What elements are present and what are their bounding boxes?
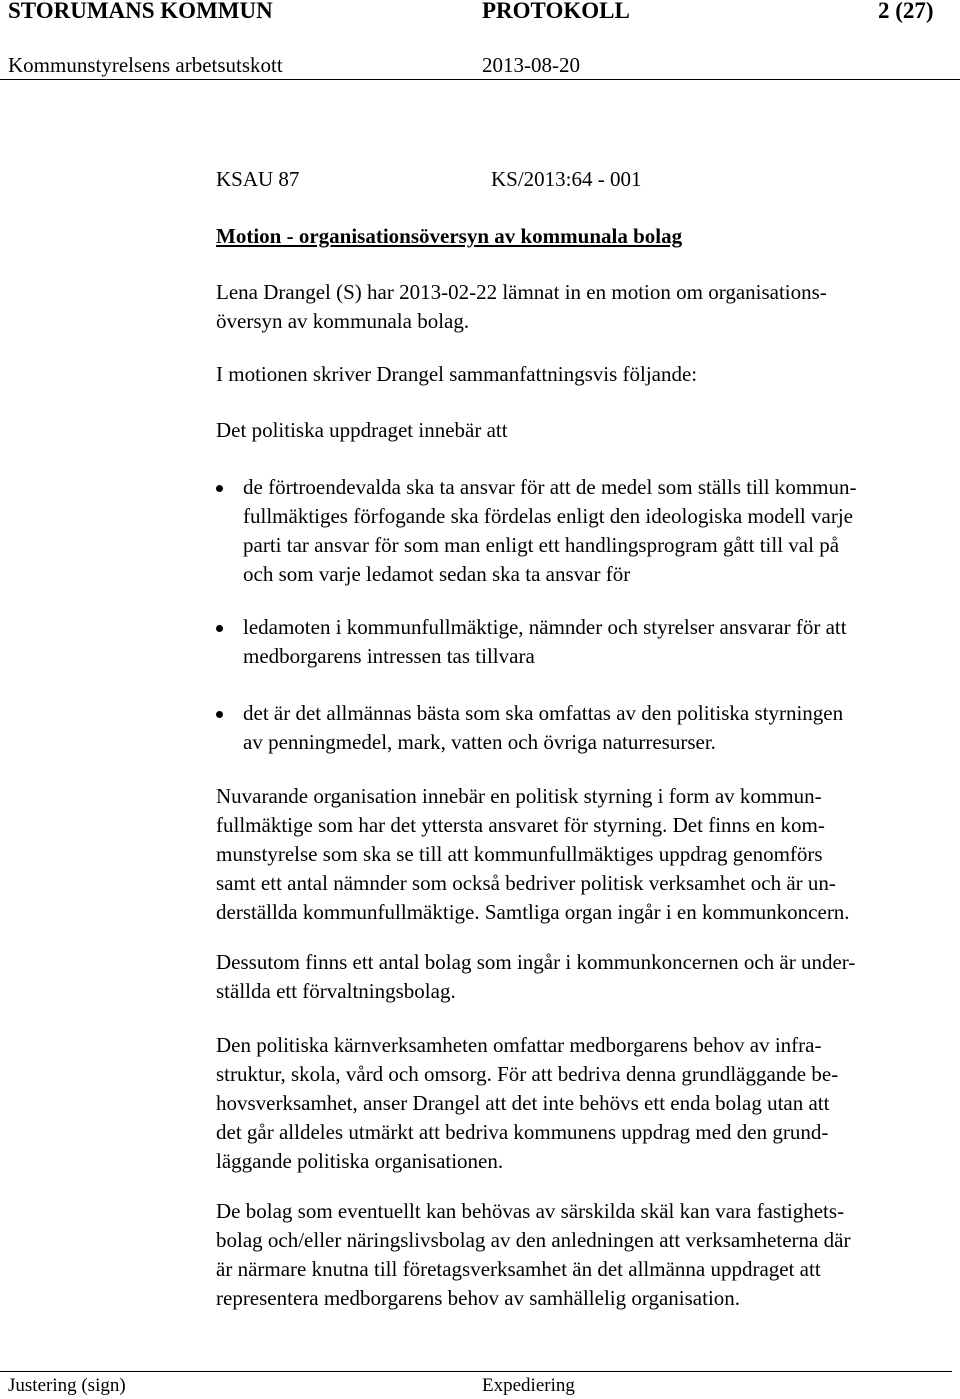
paragraph-line: det går alldeles utmärkt att bedriva kommunens uppdrag med den grund- — [216, 1120, 829, 1144]
paragraph-line: derställda kommunfullmäktige. Samtliga organ ingår i en kommunkoncern. — [216, 900, 850, 924]
special-reasons-paragraph — [216, 1197, 956, 1313]
bullet-line: fullmäktiges förfogande ska fördelas enligt den ideologiska modell varje — [243, 504, 853, 528]
bullet-line: parti tar ansvar för som man enligt ett handlingsprogram gått till val på — [243, 533, 840, 557]
bullet-text — [243, 613, 847, 671]
companies-paragraph — [216, 948, 956, 1006]
paragraph-line: Den politiska kärnverksamheten omfattar medborgarens behov av infra- — [216, 1033, 822, 1057]
summary-paragraph: I motionen skriver Drangel sammanfattningsvis följande: — [216, 362, 698, 386]
header-divider — [0, 79, 960, 80]
bullet-icon — [216, 625, 223, 632]
current-organisation-paragraph — [216, 782, 956, 927]
paragraph-line: struktur, skola, vård och omsorg. För att bedriva denna grundläggande be- — [216, 1062, 839, 1086]
signature-label: Justering (sign) — [8, 1375, 126, 1396]
paragraph-line: hovsverksamhet, anser Drangel att det inte behövs ett enda bolag utan att — [216, 1091, 830, 1115]
paragraph-line: munstyrelse som ska se till att kommunfullmäktiges uppdrag genomförs — [216, 842, 823, 866]
bullet-line: medborgarens intressen tas tillvara — [243, 644, 535, 668]
paragraph-line: läggande politiska organisationen. — [216, 1149, 504, 1173]
bullet-item — [216, 473, 956, 593]
committee-name: Kommunstyrelsens arbetsutskott — [8, 53, 283, 77]
case-number: KS/2013:64 - 001 — [491, 167, 642, 191]
bullet-text — [243, 473, 857, 589]
paragraph-line: fullmäktige som har det yttersta ansvaret för styrning. Det finns en kom- — [216, 813, 825, 837]
paragraph-line: Nuvarande organisation innebär en politisk styrning i form av kommun- — [216, 784, 822, 808]
bullet-item — [216, 699, 956, 759]
paragraph-line: representera medborgarens behov av samhällelig organisation. — [216, 1286, 741, 1310]
paragraph-line: bolag och/eller näringslivsbolag av den anledningen att verksamheterna där — [216, 1228, 851, 1252]
intro-paragraph — [216, 278, 956, 336]
section-title: Motion - organisationsöversyn av kommunala bolag — [216, 224, 683, 248]
core-business-paragraph — [216, 1031, 956, 1176]
bullet-line: av penningmedel, mark, vatten och övriga naturresurser. — [243, 730, 716, 754]
bullet-line: ledamoten i kommunfullmäktige, nämnder och styrelser ansvarar för att — [243, 615, 847, 639]
bullet-item — [216, 613, 956, 673]
paragraph-line: De bolag som eventuellt kan behövas av särskilda skäl kan vara fastighets- — [216, 1199, 845, 1223]
paragraph-line: är närmare knutna till företagsverksamhet än det allmänna uppdraget att — [216, 1257, 821, 1281]
paragraph-line: ställda ett förvaltningsbolag. — [216, 979, 456, 1003]
bullet-icon — [216, 711, 223, 718]
bullet-line: det är det allmännas bästa som ska omfattas av den politiska styrningen — [243, 701, 844, 725]
meeting-date: 2013-08-20 — [482, 53, 580, 77]
intro-line: översyn av kommunala bolag. — [216, 309, 470, 333]
bullet-line: och som varje ledamot sedan ska ta ansvar för — [243, 562, 631, 586]
document-type: PROTOKOLL — [482, 0, 630, 23]
footer-divider — [0, 1371, 952, 1372]
bullet-text — [243, 699, 843, 757]
page-number: 2 (27) — [878, 0, 934, 23]
section-number: KSAU 87 — [216, 167, 300, 191]
municipality-name: STORUMANS KOMMUN — [8, 0, 273, 23]
paragraph-line: Dessutom finns ett antal bolag som ingår i kommunkoncernen och är under- — [216, 950, 856, 974]
intro-line: Lena Drangel (S) har 2013-02-22 lämnat in en motion om organisations- — [216, 280, 827, 304]
mission-paragraph: Det politiska uppdraget innebär att — [216, 418, 508, 442]
bullet-icon — [216, 485, 223, 492]
paragraph-line: samt ett antal nämnder som också bedriver politisk verksamhet och är un- — [216, 871, 836, 895]
dispatch-label: Expediering — [482, 1375, 575, 1396]
bullet-line: de förtroendevalda ska ta ansvar för att de medel som ställs till kommun- — [243, 475, 857, 499]
